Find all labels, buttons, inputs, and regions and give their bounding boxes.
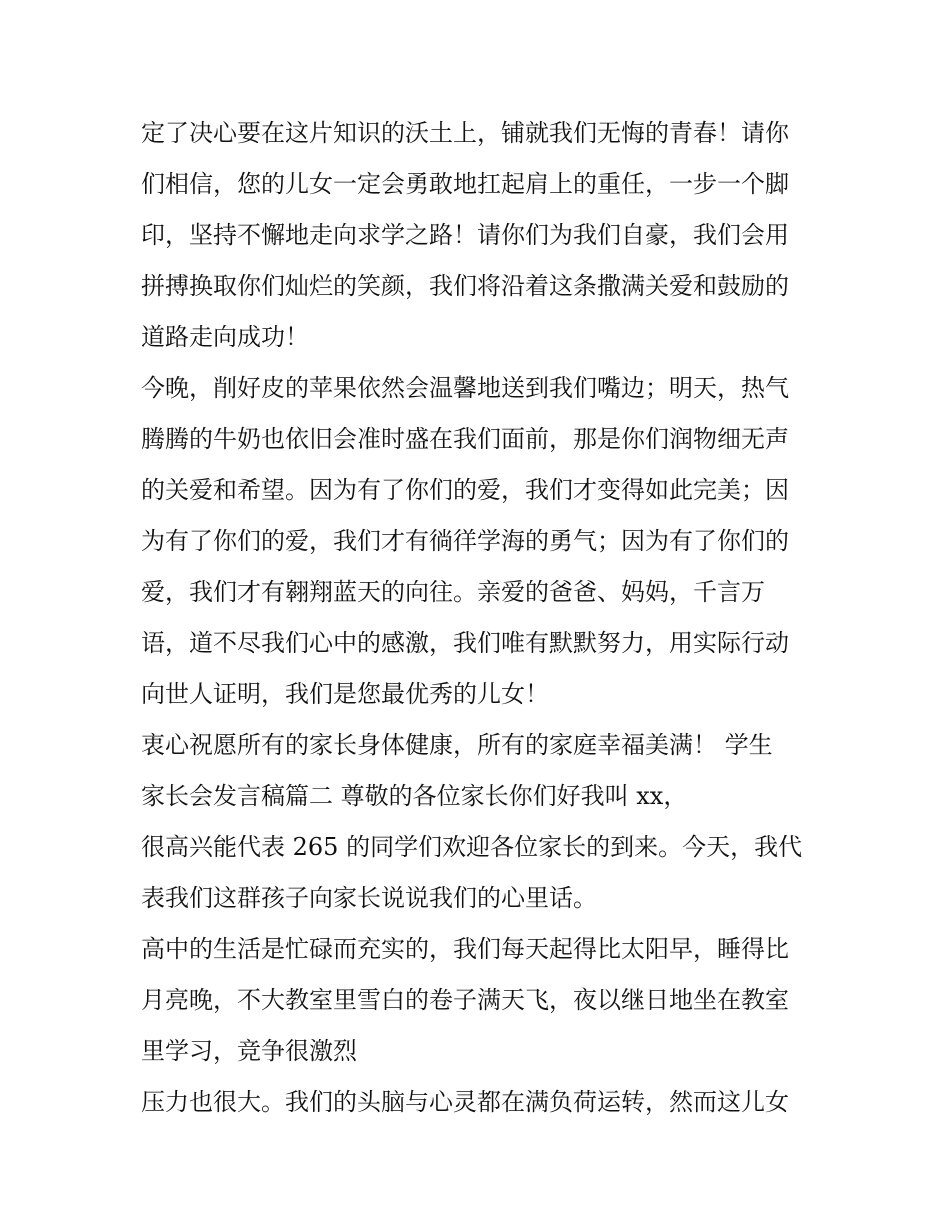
text-line: 里学习，竞争很激烈 [141,1037,357,1065]
text-line: 为有了你们的爱，我们才有徜徉学海的勇气；因为有了你们的 [141,527,789,555]
text-line: 向世人证明，我们是您最优秀的儿女！ [141,680,549,708]
text-line: 定了决心要在这片知识的沃土上，铺就我们无悔的青春！请你 [141,119,789,147]
text-line: 腾腾的牛奶也依旧会准时盛在我们面前，那是你们润物细无声 [141,425,789,453]
text-line: 高中的生活是忙碌而充实的，我们每天起得比太阳早，睡得比 [141,935,789,963]
text-line: 的关爱和希望。因为有了你们的爱，我们才变得如此完美；因 [141,476,789,504]
text-line: 拼搏换取你们灿烂的笑颜，我们将沿着这条撒满关爱和鼓励的 [141,272,789,300]
text-line: 印，坚持不懈地走向求学之路！请你们为我们自豪，我们会用 [141,221,789,249]
text-line: 月亮晚，不大教室里雪白的卷子满天飞，夜以继日地坐在教室 [141,986,789,1014]
body-text [141,108,821,1128]
text-line: 压力也很大。我们的头脑与心灵都在满负荷运转，然而这儿女 [141,1088,789,1116]
text-line: 家长会发言稿篇二 尊敬的各位家长你们好我叫 xx， [141,782,688,810]
text-line: 很高兴能代表 265 的同学们欢迎各位家长的到来。今天，我代 [141,833,803,861]
text-line: 表我们这群孩子向家长说说我们的心里话。 [141,884,597,912]
text-line: 今晚，削好皮的苹果依然会温馨地送到我们嘴边；明天，热气 [141,374,789,402]
text-line: 衷心祝愿所有的家长身体健康，所有的家庭幸福美满！ 学生 [141,731,773,759]
text-line: 们相信，您的儿女一定会勇敢地扛起肩上的重任，一步一个脚 [141,170,789,198]
text-line: 语，道不尽我们心中的感激，我们唯有默默努力，用实际行动 [141,629,789,657]
text-line: 道路走向成功！ [141,323,309,351]
text-line: 爱，我们才有翱翔蓝天的向往。亲爱的爸爸、妈妈，千言万 [141,578,765,606]
